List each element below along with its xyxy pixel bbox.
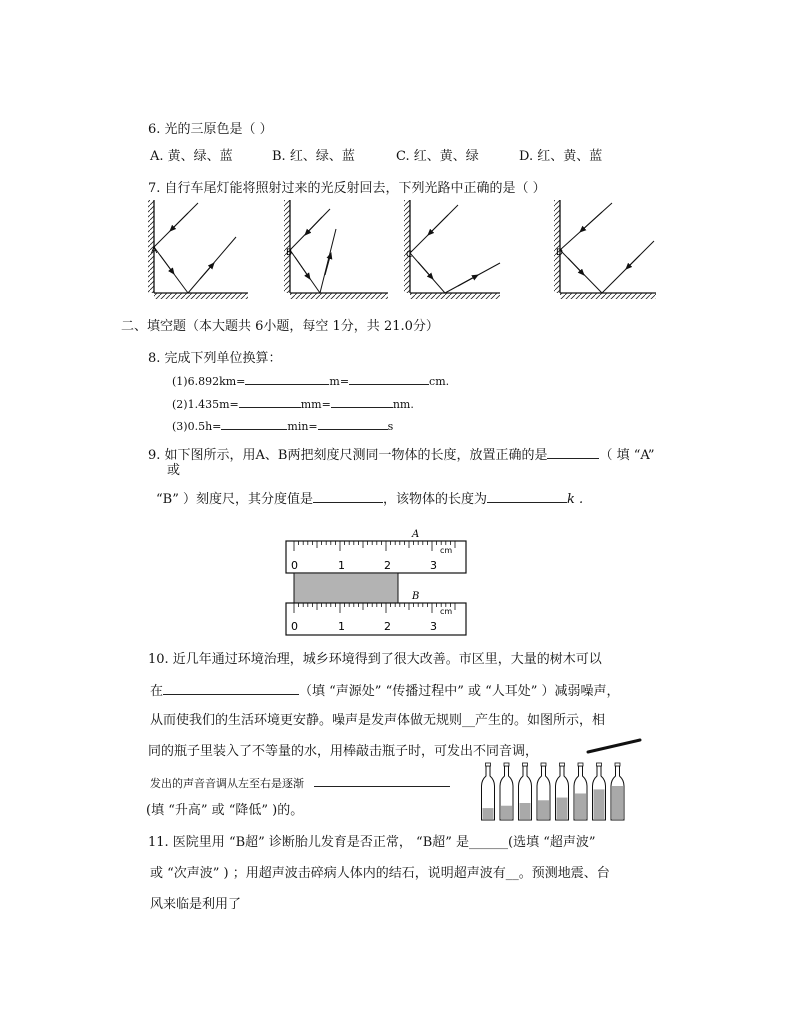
q11-line2: 或 “次声波” ) ；用超声波击碎病人体内的结石，说明超声波有__。预测地震、台 bbox=[150, 866, 610, 881]
q8-item-3-p1: (3)0.5h= bbox=[172, 420, 222, 433]
bottle-water bbox=[575, 793, 586, 819]
q7-panel-a bbox=[148, 200, 248, 299]
q11-line3: 风来临是利用了 bbox=[150, 897, 242, 912]
q9-line1b: （ 填 “A” bbox=[599, 448, 655, 463]
q6-stem: 6. 光的三原色是（ ） bbox=[148, 122, 273, 137]
q8-item-2 bbox=[172, 395, 414, 414]
bottle-mouth bbox=[615, 763, 620, 766]
q8-item-1-p3: cm. bbox=[429, 375, 450, 388]
q8-blank-1b[interactable] bbox=[349, 372, 429, 385]
q8-item-3-p3: s bbox=[387, 420, 394, 433]
bottle-mouth bbox=[523, 763, 528, 766]
q9-line3c: k . bbox=[567, 492, 584, 507]
q10-line2b: （填 “声源处” “传播过程中” 或 “人耳处” ）减弱噪声， bbox=[299, 684, 620, 699]
bottle bbox=[519, 763, 532, 820]
q8-item-2-p2: mm= bbox=[300, 398, 331, 411]
q9-ruler-a-tick-3: 3 bbox=[430, 559, 437, 572]
q9-line2: 或 bbox=[167, 463, 181, 478]
bottle-mouth bbox=[541, 763, 546, 766]
q7-panel-b bbox=[284, 200, 388, 299]
q8-blank-3a[interactable] bbox=[221, 417, 287, 430]
q9-blank-1[interactable] bbox=[547, 446, 599, 459]
q9-ruler-a-tick-0: 0 bbox=[291, 559, 298, 572]
q9-ruler-a-tick-1: 1 bbox=[338, 559, 345, 572]
bottle-water bbox=[501, 806, 512, 819]
q9-ruler-b-tick-1: 1 bbox=[338, 620, 345, 633]
q9-ruler-b-tick-3: 3 bbox=[430, 620, 437, 633]
bottle-water bbox=[538, 800, 549, 819]
q6-option-a: A. 黄、绿、蓝 bbox=[150, 149, 233, 164]
q7-label-b: B bbox=[286, 248, 293, 258]
section2-heading: 二、填空题（本大题共 6小题，每空 1分，共 21.0分） bbox=[121, 319, 439, 334]
q8-stem: 8. 完成下列单位换算： bbox=[148, 351, 282, 366]
bottle-mouth bbox=[486, 763, 491, 766]
q8-blank-1a[interactable] bbox=[245, 372, 329, 385]
striking-rod bbox=[588, 740, 640, 752]
q10-line5 bbox=[150, 774, 450, 793]
q9-blank-2[interactable] bbox=[313, 490, 383, 503]
bottle-water bbox=[520, 803, 531, 819]
bottle-mouth bbox=[578, 763, 583, 766]
q8-item-3-p2: min= bbox=[287, 420, 318, 433]
q9-ruler-b-tick-2: 2 bbox=[384, 620, 391, 633]
q7-panel-c bbox=[404, 200, 500, 299]
bottle bbox=[482, 763, 495, 820]
q6-option-b: B. 红、绿、蓝 bbox=[272, 149, 355, 164]
q9-ruler-a bbox=[286, 541, 466, 573]
q9-ruler-b bbox=[286, 603, 466, 635]
bottle bbox=[500, 763, 513, 820]
q6-option-d: D. 红、黄、蓝 bbox=[519, 149, 603, 164]
q9-line3a: “B” ）刻度尺，其分度值是 bbox=[156, 492, 313, 507]
bottle bbox=[611, 763, 624, 820]
q9-ruler-a-tick-2: 2 bbox=[384, 559, 391, 572]
q6-option-c: C. 红、黄、绿 bbox=[396, 149, 479, 164]
q8-item-1-p1: (1)6.892km= bbox=[172, 375, 246, 388]
q10-line1: 10. 近几年通过环境治理，城乡环境得到了很大改善。市区里，大量的树木可以 bbox=[148, 652, 602, 667]
bottle-water bbox=[594, 789, 605, 819]
q8-blank-2b[interactable] bbox=[331, 395, 393, 408]
q8-blank-3b[interactable] bbox=[318, 417, 388, 430]
q10-blank-1[interactable] bbox=[163, 682, 299, 695]
q9-ruler-b-label: B bbox=[412, 591, 420, 602]
bottle bbox=[537, 763, 550, 820]
bottle-water bbox=[483, 808, 494, 819]
q10-line5-text: 发出的声音音调从左至右是逐渐 bbox=[150, 777, 304, 790]
bottle bbox=[556, 763, 569, 820]
q7-label-a: A bbox=[151, 246, 158, 256]
bottle-water bbox=[557, 798, 568, 819]
q9-ruler-b-tick-0: 0 bbox=[291, 620, 298, 633]
q8-item-2-p3: nm. bbox=[392, 398, 414, 411]
q9-measured-object bbox=[294, 573, 398, 603]
bottle-mouth bbox=[560, 763, 565, 766]
q8-item-3 bbox=[172, 417, 393, 436]
bottle bbox=[574, 763, 587, 820]
q7-panel-d bbox=[554, 200, 656, 299]
bottle-water bbox=[612, 786, 623, 819]
q9-line1a: 9. 如下图所示，用A、B两把刻度尺测同一物体的长度，放置正确的是 bbox=[148, 448, 548, 463]
q11-line1: 11. 医院里用 “B超” 诊断胎儿发育是否正常， “B超” 是______(选填 “超声波” bbox=[148, 835, 596, 850]
q8-item-2-p1: (2)1.435m= bbox=[172, 398, 239, 411]
q8-blank-2a[interactable] bbox=[239, 395, 301, 408]
q9-ruler-a-unit: cm bbox=[440, 546, 453, 555]
q9-ruler-figure bbox=[284, 528, 470, 638]
q10-line3: 从而使我们的生活环境更安静。噪声是发声体做无规则__产生的。如图所示，相 bbox=[150, 713, 606, 728]
q9-line3 bbox=[156, 490, 583, 509]
q7-label-d: D bbox=[556, 248, 563, 258]
q10-bottles-figure bbox=[478, 736, 644, 822]
bottle-mouth bbox=[504, 763, 509, 766]
q9-line1 bbox=[148, 446, 655, 465]
q9-ruler-a-label: A bbox=[412, 529, 420, 540]
q7-diagrams bbox=[140, 195, 660, 305]
q10-line2 bbox=[150, 682, 620, 701]
q8-item-1 bbox=[172, 372, 449, 391]
q9-line3b: ，该物体的长度为 bbox=[382, 492, 487, 507]
q10-line6: (填 “升高” 或 “降低” )的。 bbox=[146, 803, 304, 818]
q9-blank-3[interactable] bbox=[487, 490, 567, 503]
bottle bbox=[593, 763, 606, 820]
q10-line4: 同的瓶子里装入了不等量的水，用棒敲击瓶子时，可发出不同音调， bbox=[148, 744, 539, 759]
q7-label-c: C bbox=[406, 250, 413, 260]
q10-blank-2[interactable] bbox=[314, 774, 450, 787]
q8-item-1-p2: m= bbox=[329, 375, 350, 388]
q7-stem: 7. 自行车尾灯能将照射过来的光反射回去，下列光路中正确的是（ ） bbox=[148, 181, 546, 196]
q10-line2a: 在 bbox=[150, 684, 164, 699]
q9-ruler-b-unit: cm bbox=[440, 607, 453, 616]
bottle-mouth bbox=[597, 763, 602, 766]
